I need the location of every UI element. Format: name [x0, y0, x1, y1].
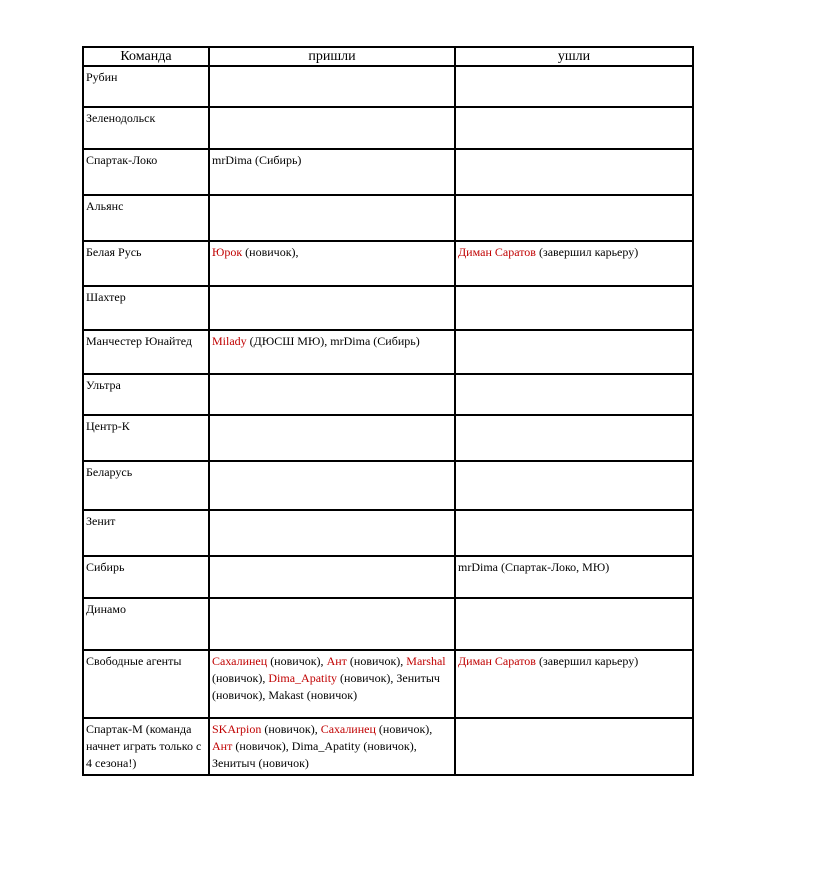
left-cell — [455, 66, 693, 107]
transfer-note: mrDima (Сибирь) — [212, 153, 302, 167]
table-row — [83, 461, 693, 510]
header-team: Команда — [83, 47, 209, 66]
left-cell — [455, 195, 693, 241]
team-cell: Центр-К — [83, 415, 209, 461]
transfer-note: (новичок), — [346, 654, 407, 668]
team-cell: Сибирь — [83, 556, 209, 598]
team-cell: Беларусь — [83, 461, 209, 510]
team-cell: Белая Русь — [83, 241, 209, 286]
left-cell — [455, 556, 693, 598]
table-row — [83, 556, 693, 598]
table-row — [83, 650, 693, 718]
header-row — [83, 47, 693, 66]
arrived-cell — [209, 598, 455, 650]
table-row — [83, 286, 693, 330]
player-name: Marshal — [406, 654, 446, 668]
team-cell: Зеленодольск — [83, 107, 209, 149]
table-row — [83, 330, 693, 374]
arrived-cell — [209, 149, 455, 195]
left-cell — [455, 149, 693, 195]
transfer-note: (новичок), — [375, 722, 433, 736]
arrived-cell — [209, 241, 455, 286]
player-name: Milady — [212, 334, 247, 348]
transfers-table — [82, 46, 694, 776]
arrived-cell — [209, 650, 455, 718]
table-row — [83, 510, 693, 556]
player-name: Сахалинец — [212, 654, 268, 668]
table-row — [83, 374, 693, 415]
transfer-note: (новичок), — [261, 722, 321, 736]
player-name: Ант — [212, 739, 233, 753]
transfer-note: (завершил карьеру) — [535, 654, 639, 668]
header-left: ушли — [455, 47, 693, 66]
arrived-cell — [209, 415, 455, 461]
table-row — [83, 66, 693, 107]
transfer-note: (завершил карьеру) — [535, 245, 639, 259]
left-cell — [455, 598, 693, 650]
player-name: Диман Саратов — [458, 654, 536, 668]
player-name: Юрок — [212, 245, 243, 259]
table-row — [83, 598, 693, 650]
arrived-cell — [209, 556, 455, 598]
team-cell: Спартак-М (команда начнет играть только с 4 сезона!) — [83, 718, 209, 775]
left-cell — [455, 107, 693, 149]
table-row — [83, 415, 693, 461]
team-cell: Спартак-Локо — [83, 149, 209, 195]
arrived-cell — [209, 107, 455, 149]
left-cell — [455, 510, 693, 556]
player-name: Dima_Apatity — [268, 671, 338, 685]
left-cell — [455, 286, 693, 330]
left-cell — [455, 718, 693, 775]
team-cell: Ультра — [83, 374, 209, 415]
header-arrived: пришли — [209, 47, 455, 66]
table-row — [83, 241, 693, 286]
table-row — [83, 195, 693, 241]
left-cell — [455, 415, 693, 461]
table-row — [83, 149, 693, 195]
team-cell: Альянс — [83, 195, 209, 241]
player-name: SKArpion — [212, 722, 262, 736]
team-cell: Рубин — [83, 66, 209, 107]
table-body — [83, 66, 693, 775]
arrived-cell — [209, 461, 455, 510]
transfer-note: (новичок), — [242, 245, 299, 259]
transfer-note: (новичок), Зенитыч (новичок), Makast (новичок) — [212, 671, 440, 702]
left-cell — [455, 241, 693, 286]
arrived-cell — [209, 510, 455, 556]
transfer-note: (новичок), Dima_Apatity (новичок), Зенитыч (новичок) — [212, 739, 417, 770]
team-cell: Свободные агенты — [83, 650, 209, 718]
transfer-note: (новичок), — [212, 671, 269, 685]
table-row — [83, 107, 693, 149]
transfer-note: (ДЮСШ МЮ), mrDima (Сибирь) — [246, 334, 420, 348]
team-cell: Манчестер Юнайтед — [83, 330, 209, 374]
table-row — [83, 718, 693, 775]
player-name: Диман Саратов — [458, 245, 536, 259]
arrived-cell — [209, 66, 455, 107]
arrived-cell — [209, 330, 455, 374]
team-cell: Динамо — [83, 598, 209, 650]
player-name: Ант — [326, 654, 347, 668]
left-cell — [455, 461, 693, 510]
left-cell — [455, 330, 693, 374]
team-cell: Зенит — [83, 510, 209, 556]
team-cell: Шахтер — [83, 286, 209, 330]
arrived-cell — [209, 374, 455, 415]
transfer-note: (новичок), — [267, 654, 327, 668]
left-cell — [455, 650, 693, 718]
arrived-cell — [209, 718, 455, 775]
arrived-cell — [209, 195, 455, 241]
arrived-cell — [209, 286, 455, 330]
left-cell — [455, 374, 693, 415]
transfer-note: mrDima (Спартак-Локо, МЮ) — [458, 560, 610, 574]
player-name: Сахалинец — [320, 722, 376, 736]
